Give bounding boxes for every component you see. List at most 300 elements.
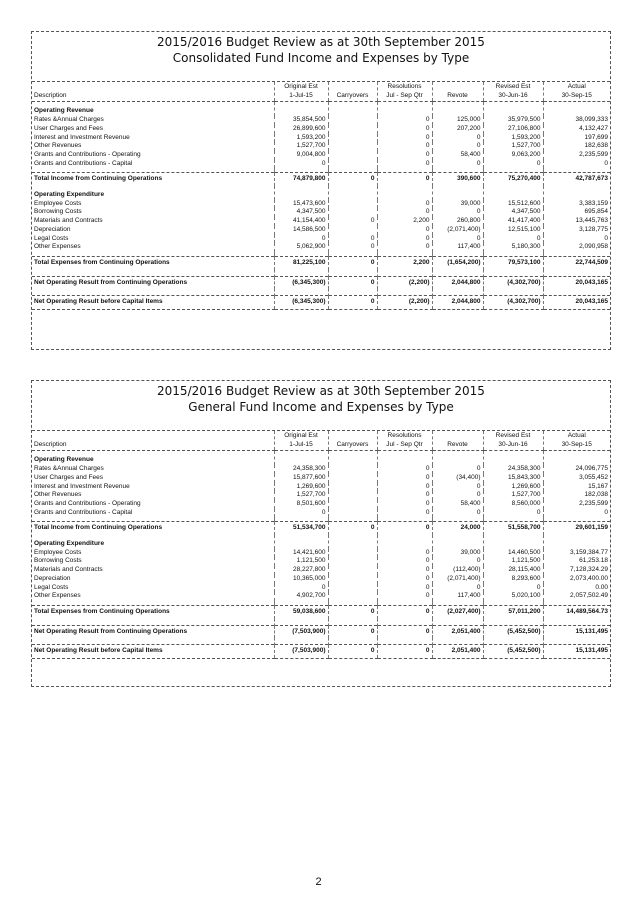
col-actual-l1: Actual: [567, 432, 586, 439]
row-label: User Charges and Fees: [34, 124, 104, 132]
cell-actual: [543, 186, 610, 200]
general-title: 2015/2016 Budget Review as at 30th September 2015: [157, 384, 485, 398]
cell-actual: 13,445,763: [543, 217, 610, 226]
net-continuing-row: [32, 625, 610, 638]
general-fund-section: [31, 380, 611, 687]
row-label: Other Expenses: [34, 592, 81, 600]
cell-revote: 390,600: [432, 173, 483, 186]
col-actual-l2: 30-Sep-15: [561, 440, 592, 448]
cell-res: 0: [377, 465, 432, 474]
cell-orig: 0: [274, 509, 328, 518]
cell-revised: (4,302,700): [483, 296, 543, 310]
general-body: [32, 451, 610, 659]
table-row: [32, 500, 610, 509]
cell-orig: 1,527,700: [274, 142, 328, 151]
table-header-row: [32, 431, 610, 451]
cell-actual: 20,043,165: [543, 296, 610, 310]
cell-res: 0: [377, 151, 432, 160]
cell-orig: [274, 535, 328, 549]
cell-orig: 15,877,600: [274, 474, 328, 483]
cell-orig: 59,038,600: [274, 605, 328, 618]
row-label: Grants and Contributions - Capital: [34, 508, 133, 516]
col-carryovers: Carryovers: [328, 82, 377, 102]
cell-carry: 0: [328, 256, 377, 269]
cell-carry: [328, 566, 377, 575]
cell-actual: 2,073,400.00: [543, 575, 610, 584]
table-row: [32, 549, 610, 558]
cell-orig: 4,347,500: [274, 208, 328, 217]
cell-carry: 0: [328, 276, 377, 289]
row-label: Materials and Contracts: [34, 217, 103, 225]
cell-res: 0: [377, 625, 432, 638]
cell-revote: 125,000: [432, 116, 483, 125]
col-description: Description: [32, 431, 274, 451]
cell-actual: 3,159,384.77: [543, 549, 610, 558]
net-capital-row: [32, 645, 610, 659]
cell-revote: 260,800: [432, 217, 483, 226]
cell-revote: 0: [432, 584, 483, 593]
cell-carry: [328, 116, 377, 125]
row-label: Grants and Contributions - Operating: [34, 499, 141, 507]
cell-res: 0: [377, 605, 432, 618]
cell-actual: [543, 535, 610, 549]
cell-actual: 7,128,324.29: [543, 566, 610, 575]
cell-revote: 2,044,800: [432, 296, 483, 310]
col-revised-l1: Revised Est: [495, 432, 531, 439]
row-label: Operating Expenditure: [34, 540, 105, 548]
row-label: Other Revenues: [34, 491, 82, 499]
cell-revised: (5,452,500): [483, 625, 543, 638]
cell-actual: 2,090,958: [543, 243, 610, 252]
cell-revote: (2,071,400): [432, 575, 483, 584]
cell-orig: 8,501,600: [274, 500, 328, 509]
table-row: [32, 151, 610, 160]
cell-actual: 4,132,427: [543, 125, 610, 134]
table-row: [32, 235, 610, 244]
expense-group-header: [32, 186, 610, 200]
row-label: Operating Revenue: [34, 456, 94, 464]
general-subtitle: General Fund Income and Expenses by Type: [188, 400, 454, 414]
cell-revised: 1,121,500: [483, 557, 543, 566]
cell-actual: 0: [543, 509, 610, 518]
cell-revote: 0: [432, 235, 483, 244]
consolidated-table: [32, 82, 610, 310]
cell-orig: (6,345,300): [274, 296, 328, 310]
table-row: [32, 584, 610, 593]
table-row: [32, 200, 610, 209]
revenue-total-row: [32, 522, 610, 535]
cell-revote: 0: [432, 557, 483, 566]
cell-carry: [328, 474, 377, 483]
table-row: [32, 134, 610, 143]
cell-orig: 1,269,600: [274, 483, 328, 492]
cell-revote: 2,044,800: [432, 276, 483, 289]
cell-orig: 0: [274, 584, 328, 593]
cell-orig: 9,004,800: [274, 151, 328, 160]
cell-res: [377, 535, 432, 549]
cell-actual: [543, 102, 610, 116]
cell-res: [377, 186, 432, 200]
cell-res: 0: [377, 125, 432, 134]
cell-carry: [328, 186, 377, 200]
cell-res: 2,200: [377, 217, 432, 226]
col-actual-l1: Actual: [567, 83, 586, 90]
row-label: Interest and Investment Revenue: [34, 482, 130, 490]
consolidated-title-area: [32, 32, 610, 82]
cell-res: 0: [377, 483, 432, 492]
cell-actual: 61,253.18: [543, 557, 610, 566]
cell-revised: 24,358,300: [483, 465, 543, 474]
cell-res: [377, 451, 432, 465]
cell-revised: [483, 186, 543, 200]
cell-revote: 0: [432, 134, 483, 143]
cell-res: 2,200: [377, 256, 432, 269]
cell-revote: 24,000: [432, 522, 483, 535]
cell-carry: [328, 549, 377, 558]
consolidated-body: [32, 102, 610, 310]
cell-revised: 1,269,600: [483, 483, 543, 492]
cell-revote: 0: [432, 142, 483, 151]
cell-orig: 35,854,500: [274, 116, 328, 125]
cell-revote: 58,400: [432, 151, 483, 160]
table-row: [32, 208, 610, 217]
cell-res: 0: [377, 592, 432, 601]
row-label: Total Expenses from Continuing Operations: [32, 256, 274, 269]
row-label: Operating Expenditure: [34, 191, 105, 199]
row-label: Other Revenues: [34, 142, 82, 150]
cell-revised: 35,979,500: [483, 116, 543, 125]
cell-revised: 5,180,300: [483, 243, 543, 252]
cell-res: 0: [377, 243, 432, 252]
expense-total-row: [32, 256, 610, 269]
col-actual: [543, 82, 610, 102]
cell-orig: 15,473,600: [274, 200, 328, 209]
cell-revised: 12,515,100: [483, 226, 543, 235]
row-label: Net Operating Result from Continuing Operations: [32, 276, 274, 289]
col-resolutions-l2: Jul - Sep Qtr: [386, 440, 423, 448]
cell-revised: [483, 535, 543, 549]
cell-revised: 15,512,600: [483, 200, 543, 209]
cell-res: (2,200): [377, 296, 432, 310]
cell-actual: 15,167: [543, 483, 610, 492]
row-label: Employee Costs: [34, 548, 82, 556]
cell-res: 0: [377, 235, 432, 244]
cell-revised: 15,843,300: [483, 474, 543, 483]
cell-revised: 14,460,500: [483, 549, 543, 558]
cell-actual: 3,128,775: [543, 226, 610, 235]
net-capital-row: [32, 296, 610, 310]
col-resolutions: [377, 431, 432, 451]
row-label: Employee Costs: [34, 199, 82, 207]
table-row: [32, 592, 610, 601]
cell-revote: 117,400: [432, 243, 483, 252]
cell-res: 0: [377, 116, 432, 125]
col-revised: [483, 431, 543, 451]
cell-carry: [328, 142, 377, 151]
cell-revote: 2,051,400: [432, 645, 483, 659]
cell-carry: 0: [328, 296, 377, 310]
cell-orig: 28,227,800: [274, 566, 328, 575]
row-label: Operating Revenue: [34, 107, 94, 115]
cell-carry: [328, 208, 377, 217]
cell-res: 0: [377, 557, 432, 566]
cell-revised: 79,573,100: [483, 256, 543, 269]
cell-carry: [328, 483, 377, 492]
cell-revised: [483, 102, 543, 116]
cell-revised: 0: [483, 584, 543, 593]
cell-revised: 28,115,400: [483, 566, 543, 575]
cell-revised: 5,020,100: [483, 592, 543, 601]
row-label: Depreciation: [34, 574, 71, 582]
cell-res: 0: [377, 491, 432, 500]
row-label: Borrowing Costs: [34, 208, 82, 216]
cell-carry: [328, 491, 377, 500]
row-label: Total Income from Continuing Operations: [32, 173, 274, 186]
general-table: [32, 431, 610, 659]
cell-res: 0: [377, 509, 432, 518]
cell-carry: 0: [328, 645, 377, 659]
table-row: [32, 465, 610, 474]
cell-carry: [328, 535, 377, 549]
cell-actual: 2,057,502.49: [543, 592, 610, 601]
cell-revote: [432, 451, 483, 465]
cell-actual: 15,131,495: [543, 625, 610, 638]
cell-revised: 27,106,800: [483, 125, 543, 134]
cell-res: 0: [377, 645, 432, 659]
cell-revised: (5,452,500): [483, 645, 543, 659]
cell-carry: [328, 151, 377, 160]
cell-carry: [328, 226, 377, 235]
cell-actual: 24,096,775: [543, 465, 610, 474]
net-continuing-row: [32, 276, 610, 289]
cell-orig: [274, 102, 328, 116]
consolidated-fund-section: [31, 31, 611, 350]
table-row: [32, 217, 610, 226]
cell-revote: (112,400): [432, 566, 483, 575]
cell-orig: (6,345,300): [274, 276, 328, 289]
cell-res: 0: [377, 160, 432, 169]
row-label: Grants and Contributions - Capital: [34, 159, 133, 167]
cell-res: 0: [377, 584, 432, 593]
row-label: Net Operating Result before Capital Items: [32, 296, 274, 310]
cell-carry: [328, 509, 377, 518]
cell-res: 0: [377, 226, 432, 235]
table-row: [32, 243, 610, 252]
cell-revised: 51,558,700: [483, 522, 543, 535]
cell-carry: 0: [328, 217, 377, 226]
table-row: [32, 116, 610, 125]
revenue-group-header: [32, 102, 610, 116]
cell-actual: 182,638: [543, 142, 610, 151]
cell-carry: [328, 500, 377, 509]
table-row: [32, 160, 610, 169]
cell-revised: 57,011,200: [483, 605, 543, 618]
cell-orig: 1,121,500: [274, 557, 328, 566]
table-row: [32, 491, 610, 500]
cell-revote: 0: [432, 465, 483, 474]
cell-revised: 8,560,000: [483, 500, 543, 509]
cell-revised: (4,302,700): [483, 276, 543, 289]
cell-actual: 3,055,452: [543, 474, 610, 483]
cell-actual: 15,131,495: [543, 645, 610, 659]
cell-carry: [328, 575, 377, 584]
cell-actual: 197,699: [543, 134, 610, 143]
cell-carry: [328, 584, 377, 593]
cell-revote: 2,051,400: [432, 625, 483, 638]
cell-carry: 0: [328, 173, 377, 186]
cell-revised: 0: [483, 509, 543, 518]
cell-res: 0: [377, 173, 432, 186]
cell-res: 0: [377, 575, 432, 584]
cell-res: 0: [377, 566, 432, 575]
cell-carry: [328, 160, 377, 169]
revenue-total-row: [32, 173, 610, 186]
cell-carry: 0: [328, 235, 377, 244]
cell-revised: 9,063,200: [483, 151, 543, 160]
cell-carry: [328, 102, 377, 116]
cell-orig: [274, 451, 328, 465]
cell-res: (2,200): [377, 276, 432, 289]
cell-revote: 0: [432, 483, 483, 492]
cell-res: 0: [377, 549, 432, 558]
col-revised: [483, 82, 543, 102]
cell-res: 0: [377, 474, 432, 483]
table-header-row: [32, 82, 610, 102]
row-label: Interest and Investment Revenue: [34, 133, 130, 141]
cell-actual: 0: [543, 235, 610, 244]
cell-carry: [328, 557, 377, 566]
cell-revised: [483, 451, 543, 465]
cell-res: 0: [377, 522, 432, 535]
table-row: [32, 125, 610, 134]
cell-revote: 0: [432, 160, 483, 169]
cell-orig: 14,421,600: [274, 549, 328, 558]
row-label: Total Income from Continuing Operations: [32, 522, 274, 535]
cell-actual: 695,854: [543, 208, 610, 217]
cell-revote: (2,027,400): [432, 605, 483, 618]
cell-actual: 29,601,159: [543, 522, 610, 535]
table-row: [32, 557, 610, 566]
table-row: [32, 483, 610, 492]
cell-orig: 0: [274, 160, 328, 169]
col-revote: Revote: [432, 431, 483, 451]
row-label: Legal Costs: [34, 583, 69, 591]
cell-carry: 0: [328, 625, 377, 638]
cell-revote: 0: [432, 208, 483, 217]
cell-orig: 41,154,400: [274, 217, 328, 226]
cell-res: 0: [377, 134, 432, 143]
cell-revised: 1,593,200: [483, 134, 543, 143]
cell-actual: 42,787,673: [543, 173, 610, 186]
col-original-l1: Original Est: [284, 83, 318, 90]
cell-revised: 1,527,700: [483, 491, 543, 500]
cell-revised: 0: [483, 160, 543, 169]
cell-res: 0: [377, 500, 432, 509]
table-row: [32, 575, 610, 584]
cell-revote: 39,000: [432, 200, 483, 209]
consolidated-subtitle: Consolidated Fund Income and Expenses by Type: [172, 51, 470, 65]
cell-carry: 0: [328, 522, 377, 535]
row-label: User Charges and Fees: [34, 473, 104, 481]
col-resolutions-l1: Resolutions: [387, 83, 422, 90]
cell-orig: 14,586,500: [274, 226, 328, 235]
cell-res: 0: [377, 208, 432, 217]
revenue-group-header: [32, 451, 610, 465]
cell-revote: 0: [432, 509, 483, 518]
cell-revised: 41,417,400: [483, 217, 543, 226]
row-label: Borrowing Costs: [34, 557, 82, 565]
cell-revote: [432, 102, 483, 116]
cell-revote: [432, 535, 483, 549]
table-row: [32, 566, 610, 575]
cell-carry: [328, 200, 377, 209]
col-original: [274, 82, 328, 102]
expense-total-row: [32, 605, 610, 618]
cell-actual: 2,235,599: [543, 151, 610, 160]
col-revised-l2: 30-Jun-16: [498, 440, 528, 448]
row-label: Depreciation: [34, 225, 71, 233]
row-label: Grants and Contributions - Operating: [34, 150, 141, 158]
row-label: Materials and Contracts: [34, 566, 103, 574]
col-revised-l2: 30-Jun-16: [498, 91, 528, 99]
col-resolutions-l2: Jul - Sep Qtr: [386, 91, 423, 99]
cell-orig: 24,358,300: [274, 465, 328, 474]
cell-actual: 14,489,564.73: [543, 605, 610, 618]
row-label: Total Expenses from Continuing Operations: [32, 605, 274, 618]
cell-orig: 1,593,200: [274, 134, 328, 143]
col-actual: [543, 431, 610, 451]
cell-revote: 58,400: [432, 500, 483, 509]
cell-revote: [432, 186, 483, 200]
general-title-area: [32, 381, 610, 431]
cell-revote: (2,071,400): [432, 226, 483, 235]
cell-carry: [328, 451, 377, 465]
col-revote: Revote: [432, 82, 483, 102]
cell-actual: 38,099,333: [543, 116, 610, 125]
col-actual-l2: 30-Sep-15: [561, 91, 592, 99]
col-resolutions-l1: Resolutions: [387, 432, 422, 439]
cell-actual: 2,235,599: [543, 500, 610, 509]
col-original-l1: Original Est: [284, 432, 318, 439]
col-resolutions: [377, 82, 432, 102]
row-label: Legal Costs: [34, 234, 69, 242]
row-label: Net Operating Result from Continuing Operations: [32, 625, 274, 638]
cell-orig: 10,365,000: [274, 575, 328, 584]
cell-actual: 0: [543, 160, 610, 169]
cell-res: [377, 102, 432, 116]
col-revised-l1: Revised Est: [495, 83, 531, 90]
row-label: Rates &Annual Charges: [34, 116, 104, 124]
cell-carry: [328, 134, 377, 143]
page-number: 2: [315, 876, 322, 888]
table-row: [32, 226, 610, 235]
cell-revote: 39,000: [432, 549, 483, 558]
cell-orig: 5,062,900: [274, 243, 328, 252]
cell-revote: 0: [432, 491, 483, 500]
cell-orig: 81,225,100: [274, 256, 328, 269]
cell-revised: 8,293,600: [483, 575, 543, 584]
cell-actual: 182,038: [543, 491, 610, 500]
cell-actual: 0.00: [543, 584, 610, 593]
cell-carry: [328, 125, 377, 134]
cell-orig: 4,902,700: [274, 592, 328, 601]
cell-actual: 3,383,159: [543, 200, 610, 209]
row-label: Other Expenses: [34, 243, 81, 251]
col-original-l2: 1-Jul-15: [289, 440, 313, 448]
cell-carry: 0: [328, 605, 377, 618]
row-label: Net Operating Result before Capital Items: [32, 645, 274, 659]
cell-revised: 1,527,700: [483, 142, 543, 151]
